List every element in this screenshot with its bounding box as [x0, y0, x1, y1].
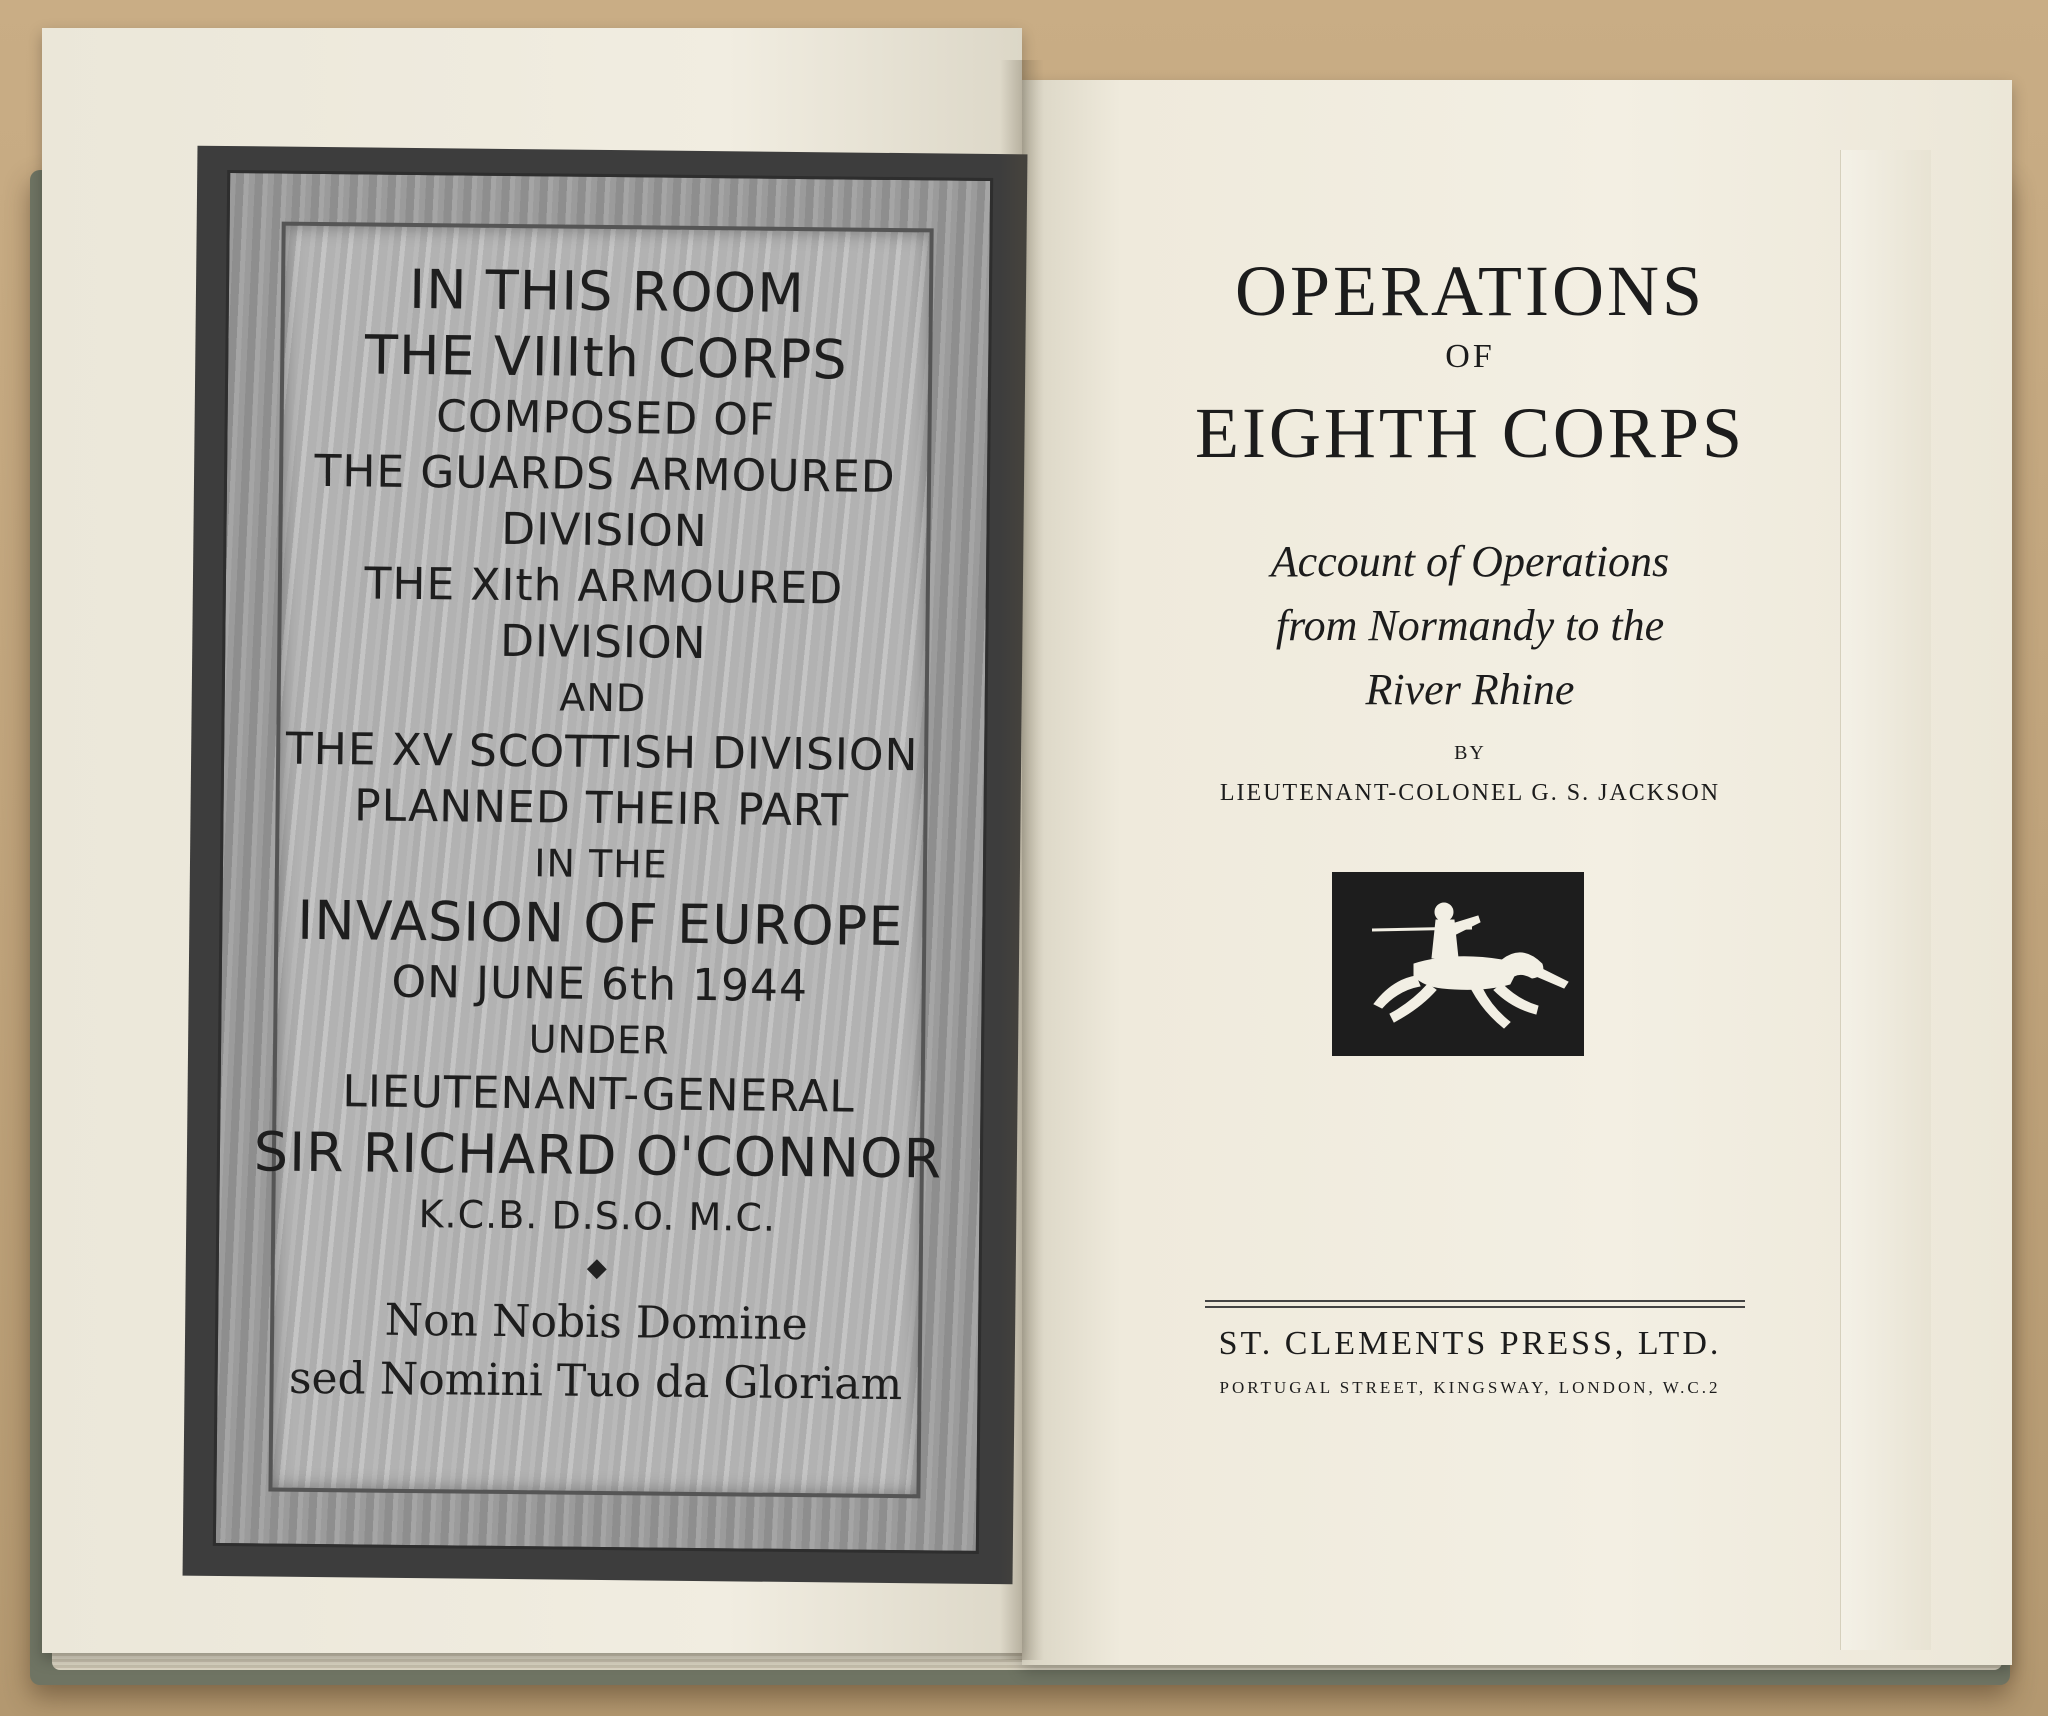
photo-plate: [183, 146, 1028, 1585]
divider-rule: [1205, 1306, 1745, 1308]
plaque-frame: [213, 170, 993, 1554]
author-name: LIEUTENANT-COLONEL G. S. JACKSON: [1219, 780, 1721, 806]
title-line-2: EIGHTH CORPS: [1194, 393, 1746, 473]
publisher-name: ST. CLEMENTS PRESS, LTD.: [1218, 1325, 1722, 1362]
plaque-line: UNDER: [528, 1017, 670, 1063]
plaque-line: LIEUTENANT-GENERAL: [342, 1066, 856, 1123]
plaque-line: THE GUARDS ARMOURED: [314, 445, 896, 504]
plaque-line: THE XIth ARMOURED: [364, 558, 844, 615]
plaque-line: DIVISION: [499, 615, 707, 670]
plaque-line: THE VIIIth CORPS: [364, 323, 848, 392]
plaque-line: K.C.B. D.S.O. M.C.: [418, 1192, 777, 1240]
publisher-address: PORTUGAL STREET, KINGSWAY, LONDON, W.C.2: [1219, 1378, 1721, 1397]
plaque-line: AND: [559, 675, 647, 721]
divider-rule: [1205, 1300, 1745, 1302]
knight-emblem-svg: [1332, 872, 1584, 1056]
latin-motto-line: sed Nomini Tuo da Gloriam: [288, 1352, 903, 1411]
subtitle: [1110, 530, 1830, 721]
page-stack: [1840, 150, 1931, 1650]
plaque-line: THE XV SCOTTISH DIVISION: [285, 723, 919, 782]
subtitle-line: from Normandy to the: [1275, 600, 1665, 650]
title-line-1: OPERATIONS: [1234, 251, 1706, 331]
plaque-line: IN THIS ROOM: [408, 257, 806, 326]
plaque-line: SIR RICHARD O'CONNOR: [253, 1120, 943, 1191]
subtitle-line: Account of Operations: [1270, 537, 1670, 586]
plaque-line: PLANNED THEIR PART: [353, 780, 850, 837]
left-page: [42, 28, 1022, 1653]
title-of: OF: [1445, 338, 1495, 375]
plaque-inscription: [253, 222, 943, 1499]
plaque-line: COMPOSED OF: [435, 391, 776, 446]
book-gutter: [1000, 60, 1044, 1660]
subtitle-line: River Rhine: [1365, 664, 1575, 714]
plaque-line: DIVISION: [501, 503, 708, 558]
by-label: BY: [1454, 742, 1486, 764]
plaque-line: INVASION OF EUROPE: [297, 888, 904, 959]
knight-on-horse-icon: [1332, 872, 1584, 1056]
latin-motto-line: Non Nobis Domine: [384, 1294, 808, 1351]
plaque-line: IN THE: [534, 841, 668, 887]
plaque-line: ON JUNE 6th 1944: [391, 956, 809, 1013]
diamond-ornament-icon: ◆: [586, 1252, 607, 1283]
